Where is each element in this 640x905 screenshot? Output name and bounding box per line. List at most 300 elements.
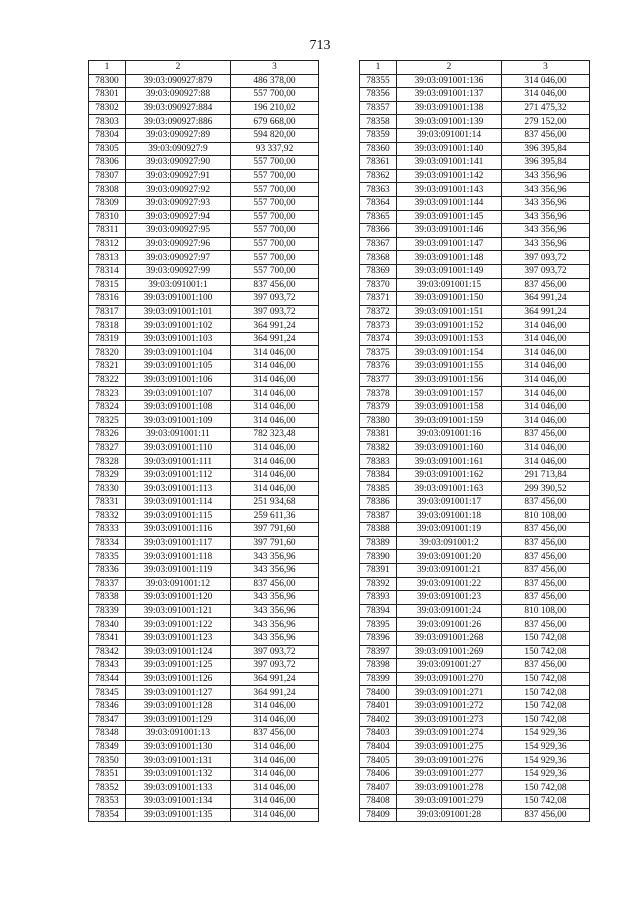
value-cell: 343 356,96 — [231, 563, 319, 577]
value-cell: 343 356,96 — [502, 237, 590, 251]
table-row — [89, 305, 319, 319]
row-number-cell: 78374 — [360, 332, 397, 346]
table-row — [360, 591, 590, 605]
cadastral-number-cell: 39:03:091001:1 — [126, 278, 231, 292]
table-row — [89, 251, 319, 265]
table-row — [89, 509, 319, 523]
row-number-cell: 78386 — [360, 496, 397, 510]
row-number-cell: 78350 — [89, 754, 126, 768]
value-cell: 314 046,00 — [231, 373, 319, 387]
cadastral-number-cell: 39:03:091001:156 — [397, 373, 502, 387]
table-row — [89, 672, 319, 686]
value-cell: 343 356,96 — [231, 618, 319, 632]
row-number-cell: 78312 — [89, 237, 126, 251]
row-number-cell: 78339 — [89, 604, 126, 618]
cadastral-number-cell: 39:03:090927:94 — [126, 210, 231, 224]
table-row — [360, 278, 590, 292]
value-cell: 557 700,00 — [231, 88, 319, 102]
column-header-cadastral: 2 — [397, 61, 502, 75]
row-number-cell: 78346 — [89, 699, 126, 713]
table-row — [89, 142, 319, 156]
table-row — [360, 604, 590, 618]
table-row — [89, 414, 319, 428]
column-header-number: 1 — [360, 61, 397, 75]
row-number-cell: 78370 — [360, 278, 397, 292]
value-cell: 364 991,24 — [502, 305, 590, 319]
table-row — [89, 536, 319, 550]
value-cell: 397 093,72 — [502, 251, 590, 265]
cadastral-number-cell: 39:03:090927:884 — [126, 101, 231, 115]
table-row — [89, 346, 319, 360]
table-row — [360, 360, 590, 374]
row-number-cell: 78384 — [360, 468, 397, 482]
table-row — [360, 251, 590, 265]
cadastral-number-cell: 39:03:091001:116 — [126, 523, 231, 537]
cadastral-number-cell: 39:03:091001:136 — [397, 74, 502, 88]
value-cell: 314 046,00 — [502, 332, 590, 346]
cadastral-number-cell: 39:03:091001:157 — [397, 387, 502, 401]
cadastral-number-cell: 39:03:091001:112 — [126, 468, 231, 482]
table-row — [360, 482, 590, 496]
row-number-cell: 78340 — [89, 618, 126, 632]
cadastral-number-cell: 39:03:091001:125 — [126, 659, 231, 673]
value-cell: 557 700,00 — [231, 156, 319, 170]
value-cell: 314 046,00 — [231, 414, 319, 428]
table-row — [89, 482, 319, 496]
value-cell: 837 456,00 — [502, 550, 590, 564]
value-cell: 259 611,36 — [231, 509, 319, 523]
value-cell: 343 356,96 — [502, 224, 590, 238]
cadastral-number-cell: 39:03:090927:96 — [126, 237, 231, 251]
row-number-cell: 78331 — [89, 496, 126, 510]
table-row — [360, 618, 590, 632]
cadastral-number-cell: 39:03:090927:97 — [126, 251, 231, 265]
value-cell: 557 700,00 — [231, 210, 319, 224]
cadastral-number-cell: 39:03:091001:24 — [397, 604, 502, 618]
value-cell: 837 456,00 — [502, 536, 590, 550]
table-row — [360, 727, 590, 741]
row-number-cell: 78328 — [89, 455, 126, 469]
table-row — [360, 142, 590, 156]
row-number-cell: 78303 — [89, 115, 126, 129]
cadastral-number-cell: 39:03:091001:159 — [397, 414, 502, 428]
value-cell: 251 934,68 — [231, 496, 319, 510]
table-row — [360, 468, 590, 482]
value-cell: 150 742,08 — [502, 699, 590, 713]
table-row — [360, 210, 590, 224]
cadastral-number-cell: 39:03:091001:162 — [397, 468, 502, 482]
row-number-cell: 78327 — [89, 441, 126, 455]
value-cell: 343 356,96 — [231, 631, 319, 645]
row-number-cell: 78353 — [89, 795, 126, 809]
table-row — [89, 196, 319, 210]
cadastral-number-cell: 39:03:091001:119 — [126, 563, 231, 577]
cadastral-number-cell: 39:03:091001:134 — [126, 795, 231, 809]
value-cell: 314 046,00 — [231, 468, 319, 482]
cadastral-number-cell: 39:03:091001:269 — [397, 645, 502, 659]
row-number-cell: 78320 — [89, 346, 126, 360]
cadastral-number-cell: 39:03:091001:154 — [397, 346, 502, 360]
cadastral-number-cell: 39:03:091001:127 — [126, 686, 231, 700]
row-number-cell: 78409 — [360, 808, 397, 822]
value-cell: 150 742,08 — [502, 672, 590, 686]
value-cell: 397 093,72 — [502, 264, 590, 278]
value-cell: 314 046,00 — [231, 767, 319, 781]
cadastral-number-cell: 39:03:091001:105 — [126, 360, 231, 374]
value-cell: 314 046,00 — [502, 455, 590, 469]
table-row — [89, 740, 319, 754]
row-number-cell: 78313 — [89, 251, 126, 265]
cadastral-number-cell: 39:03:091001:121 — [126, 604, 231, 618]
row-number-cell: 78302 — [89, 101, 126, 115]
row-number-cell: 78373 — [360, 319, 397, 333]
cadastral-number-cell: 39:03:091001:13 — [126, 727, 231, 741]
value-cell: 343 356,96 — [231, 591, 319, 605]
cadastral-number-cell: 39:03:091001:28 — [397, 808, 502, 822]
table-row — [89, 468, 319, 482]
table-row — [360, 169, 590, 183]
cadastral-number-cell: 39:03:091001:16 — [397, 428, 502, 442]
table-row — [89, 332, 319, 346]
value-cell: 291 713,84 — [502, 468, 590, 482]
value-cell: 314 046,00 — [231, 387, 319, 401]
row-number-cell: 78369 — [360, 264, 397, 278]
cadastral-number-cell: 39:03:091001:108 — [126, 400, 231, 414]
row-number-cell: 78316 — [89, 292, 126, 306]
cadastral-number-cell: 39:03:090927:93 — [126, 196, 231, 210]
value-cell: 557 700,00 — [231, 196, 319, 210]
table-row — [89, 183, 319, 197]
row-number-cell: 78388 — [360, 523, 397, 537]
table-row — [89, 441, 319, 455]
cadastral-number-cell: 39:03:091001:279 — [397, 795, 502, 809]
table-row — [89, 781, 319, 795]
cadastral-number-cell: 39:03:091001:2 — [397, 536, 502, 550]
cadastral-number-cell: 39:03:091001:104 — [126, 346, 231, 360]
cadastral-number-cell: 39:03:091001:102 — [126, 319, 231, 333]
row-number-cell: 78318 — [89, 319, 126, 333]
cadastral-number-cell: 39:03:091001:106 — [126, 373, 231, 387]
table-header-row — [89, 61, 319, 75]
value-cell: 810 108,00 — [502, 509, 590, 523]
table-row — [360, 536, 590, 550]
table-row — [360, 740, 590, 754]
table-row — [89, 659, 319, 673]
table-row — [360, 577, 590, 591]
table-row — [360, 332, 590, 346]
value-cell: 343 356,96 — [502, 169, 590, 183]
row-number-cell: 78300 — [89, 74, 126, 88]
cadastral-number-cell: 39:03:091001:132 — [126, 767, 231, 781]
column-header-value: 3 — [502, 61, 590, 75]
row-number-cell: 78317 — [89, 305, 126, 319]
row-number-cell: 78326 — [89, 428, 126, 442]
cadastral-number-cell: 39:03:091001:124 — [126, 645, 231, 659]
row-number-cell: 78343 — [89, 659, 126, 673]
row-number-cell: 78309 — [89, 196, 126, 210]
value-cell: 396 395,84 — [502, 142, 590, 156]
row-number-cell: 78397 — [360, 645, 397, 659]
value-cell: 154 929,36 — [502, 754, 590, 768]
value-cell: 837 456,00 — [502, 278, 590, 292]
table-row — [360, 455, 590, 469]
cadastral-number-cell: 39:03:091001:129 — [126, 713, 231, 727]
value-cell: 397 791,60 — [231, 536, 319, 550]
cadastral-number-cell: 39:03:091001:273 — [397, 713, 502, 727]
value-cell: 397 093,72 — [231, 645, 319, 659]
table-row — [89, 360, 319, 374]
row-number-cell: 78332 — [89, 509, 126, 523]
table-row — [89, 591, 319, 605]
value-cell: 837 456,00 — [502, 128, 590, 142]
cadastral-number-cell: 39:03:091001:114 — [126, 496, 231, 510]
row-number-cell: 78319 — [89, 332, 126, 346]
cadastral-number-cell: 39:03:091001:163 — [397, 482, 502, 496]
row-number-cell: 78311 — [89, 224, 126, 238]
row-number-cell: 78325 — [89, 414, 126, 428]
table-row — [89, 237, 319, 251]
cadastral-number-cell: 39:03:091001:109 — [126, 414, 231, 428]
row-number-cell: 78307 — [89, 169, 126, 183]
row-number-cell: 78400 — [360, 686, 397, 700]
table-row — [360, 305, 590, 319]
table-row — [89, 727, 319, 741]
row-number-cell: 78336 — [89, 563, 126, 577]
row-number-cell: 78406 — [360, 767, 397, 781]
cadastral-number-cell: 39:03:091001:137 — [397, 88, 502, 102]
table-row — [89, 292, 319, 306]
table-row — [360, 264, 590, 278]
value-cell: 557 700,00 — [231, 224, 319, 238]
value-cell: 314 046,00 — [502, 74, 590, 88]
table-row — [360, 156, 590, 170]
cadastral-number-cell: 39:03:091001:146 — [397, 224, 502, 238]
table-row — [89, 645, 319, 659]
value-cell: 154 929,36 — [502, 740, 590, 754]
value-cell: 150 742,08 — [502, 781, 590, 795]
table-row — [360, 101, 590, 115]
cadastral-number-cell: 39:03:091001:274 — [397, 727, 502, 741]
value-cell: 196 210,02 — [231, 101, 319, 115]
cadastral-number-cell: 39:03:091001:160 — [397, 441, 502, 455]
value-cell: 314 046,00 — [231, 441, 319, 455]
row-number-cell: 78405 — [360, 754, 397, 768]
cadastral-number-cell: 39:03:091001:115 — [126, 509, 231, 523]
table-header-row — [360, 61, 590, 75]
row-number-cell: 78390 — [360, 550, 397, 564]
table-row — [360, 319, 590, 333]
table-row — [89, 88, 319, 102]
row-number-cell: 78395 — [360, 618, 397, 632]
row-number-cell: 78351 — [89, 767, 126, 781]
row-number-cell: 78408 — [360, 795, 397, 809]
value-cell: 396 395,84 — [502, 156, 590, 170]
cadastral-number-cell: 39:03:091001:107 — [126, 387, 231, 401]
cadastral-number-cell: 39:03:091001:14 — [397, 128, 502, 142]
value-cell: 314 046,00 — [502, 441, 590, 455]
value-cell: 837 456,00 — [231, 727, 319, 741]
value-cell: 314 046,00 — [502, 319, 590, 333]
row-number-cell: 78371 — [360, 292, 397, 306]
value-cell: 343 356,96 — [502, 196, 590, 210]
registry-table-left — [88, 60, 319, 822]
cadastral-number-cell: 39:03:091001:126 — [126, 672, 231, 686]
table-row — [89, 455, 319, 469]
table-row — [89, 319, 319, 333]
table-row — [89, 373, 319, 387]
cadastral-number-cell: 39:03:091001:277 — [397, 767, 502, 781]
value-cell: 557 700,00 — [231, 264, 319, 278]
value-cell: 837 456,00 — [502, 563, 590, 577]
value-cell: 314 046,00 — [231, 360, 319, 374]
cadastral-number-cell: 39:03:091001:139 — [397, 115, 502, 129]
row-number-cell: 78315 — [89, 278, 126, 292]
value-cell: 364 991,24 — [231, 319, 319, 333]
row-number-cell: 78342 — [89, 645, 126, 659]
row-number-cell: 78375 — [360, 346, 397, 360]
row-number-cell: 78324 — [89, 400, 126, 414]
table-row — [360, 237, 590, 251]
cadastral-number-cell: 39:03:091001:128 — [126, 699, 231, 713]
value-cell: 557 700,00 — [231, 183, 319, 197]
cadastral-number-cell: 39:03:091001:122 — [126, 618, 231, 632]
cadastral-number-cell: 39:03:090927:90 — [126, 156, 231, 170]
row-number-cell: 78355 — [360, 74, 397, 88]
cadastral-number-cell: 39:03:091001:270 — [397, 672, 502, 686]
value-cell: 364 991,24 — [231, 332, 319, 346]
cadastral-number-cell: 39:03:091001:11 — [126, 428, 231, 442]
row-number-cell: 78310 — [89, 210, 126, 224]
value-cell: 93 337,92 — [231, 142, 319, 156]
row-number-cell: 78330 — [89, 482, 126, 496]
table-row — [89, 156, 319, 170]
value-cell: 810 108,00 — [502, 604, 590, 618]
value-cell: 314 046,00 — [231, 781, 319, 795]
cadastral-number-cell: 39:03:091001:143 — [397, 183, 502, 197]
cadastral-number-cell: 39:03:091001:144 — [397, 196, 502, 210]
value-cell: 364 991,24 — [231, 672, 319, 686]
row-number-cell: 78389 — [360, 536, 397, 550]
table-row — [360, 414, 590, 428]
cadastral-number-cell: 39:03:091001:278 — [397, 781, 502, 795]
table-row — [360, 686, 590, 700]
table-row — [89, 496, 319, 510]
cadastral-number-cell: 39:03:091001:158 — [397, 400, 502, 414]
value-cell: 314 046,00 — [231, 455, 319, 469]
table-row — [360, 115, 590, 129]
row-number-cell: 78361 — [360, 156, 397, 170]
cadastral-number-cell: 39:03:091001:23 — [397, 591, 502, 605]
value-cell: 837 456,00 — [231, 577, 319, 591]
value-cell: 314 046,00 — [502, 373, 590, 387]
row-number-cell: 78348 — [89, 727, 126, 741]
column-header-number: 1 — [89, 61, 126, 75]
table-row — [89, 699, 319, 713]
value-cell: 154 929,36 — [502, 727, 590, 741]
table-row — [89, 387, 319, 401]
cadastral-number-cell: 39:03:091001:12 — [126, 577, 231, 591]
row-number-cell: 78379 — [360, 400, 397, 414]
cadastral-number-cell: 39:03:091001:130 — [126, 740, 231, 754]
row-number-cell: 78407 — [360, 781, 397, 795]
table-row — [360, 808, 590, 822]
cadastral-number-cell: 39:03:091001:20 — [397, 550, 502, 564]
row-number-cell: 78356 — [360, 88, 397, 102]
row-number-cell: 78368 — [360, 251, 397, 265]
row-number-cell: 78399 — [360, 672, 397, 686]
cadastral-number-cell: 39:03:091001:111 — [126, 455, 231, 469]
value-cell: 343 356,96 — [502, 183, 590, 197]
cadastral-number-cell: 39:03:091001:133 — [126, 781, 231, 795]
table-row — [360, 88, 590, 102]
cadastral-number-cell: 39:03:091001:141 — [397, 156, 502, 170]
value-cell: 314 046,00 — [502, 346, 590, 360]
row-number-cell: 78385 — [360, 482, 397, 496]
value-cell: 364 991,24 — [231, 686, 319, 700]
row-number-cell: 78403 — [360, 727, 397, 741]
cadastral-number-cell: 39:03:091001:22 — [397, 577, 502, 591]
table-row — [360, 523, 590, 537]
row-number-cell: 78329 — [89, 468, 126, 482]
row-number-cell: 78354 — [89, 808, 126, 822]
registry-table-right — [359, 60, 590, 822]
table-row — [360, 645, 590, 659]
cadastral-number-cell: 39:03:091001:103 — [126, 332, 231, 346]
table-row — [360, 795, 590, 809]
cadastral-number-cell: 39:03:090927:89 — [126, 128, 231, 142]
cadastral-number-cell: 39:03:091001:26 — [397, 618, 502, 632]
value-cell: 150 742,08 — [502, 645, 590, 659]
row-number-cell: 78333 — [89, 523, 126, 537]
value-cell: 486 378,00 — [231, 74, 319, 88]
table-row — [360, 754, 590, 768]
table-row — [89, 210, 319, 224]
table-row — [89, 767, 319, 781]
value-cell: 279 152,00 — [502, 115, 590, 129]
cadastral-number-cell: 39:03:090927:88 — [126, 88, 231, 102]
table-row — [89, 713, 319, 727]
value-cell: 314 046,00 — [231, 808, 319, 822]
row-number-cell: 78393 — [360, 591, 397, 605]
cadastral-number-cell: 39:03:091001:145 — [397, 210, 502, 224]
row-number-cell: 78404 — [360, 740, 397, 754]
row-number-cell: 78301 — [89, 88, 126, 102]
value-cell: 837 456,00 — [231, 278, 319, 292]
value-cell: 150 742,08 — [502, 713, 590, 727]
cadastral-number-cell: 39:03:091001:150 — [397, 292, 502, 306]
row-number-cell: 78396 — [360, 631, 397, 645]
cadastral-number-cell: 39:03:091001:148 — [397, 251, 502, 265]
table-row — [360, 400, 590, 414]
table-row — [89, 115, 319, 129]
table-row — [89, 808, 319, 822]
value-cell: 150 742,08 — [502, 686, 590, 700]
value-cell: 314 046,00 — [502, 414, 590, 428]
value-cell: 314 046,00 — [231, 400, 319, 414]
cadastral-number-cell: 39:03:090927:92 — [126, 183, 231, 197]
cadastral-number-cell: 39:03:091001:153 — [397, 332, 502, 346]
value-cell: 154 929,36 — [502, 767, 590, 781]
row-number-cell: 78394 — [360, 604, 397, 618]
table-row — [360, 509, 590, 523]
table-row — [360, 387, 590, 401]
cadastral-number-cell: 39:03:091001:147 — [397, 237, 502, 251]
row-number-cell: 78360 — [360, 142, 397, 156]
row-number-cell: 78366 — [360, 224, 397, 238]
row-number-cell: 78357 — [360, 101, 397, 115]
table-row — [360, 428, 590, 442]
value-cell: 837 456,00 — [502, 659, 590, 673]
